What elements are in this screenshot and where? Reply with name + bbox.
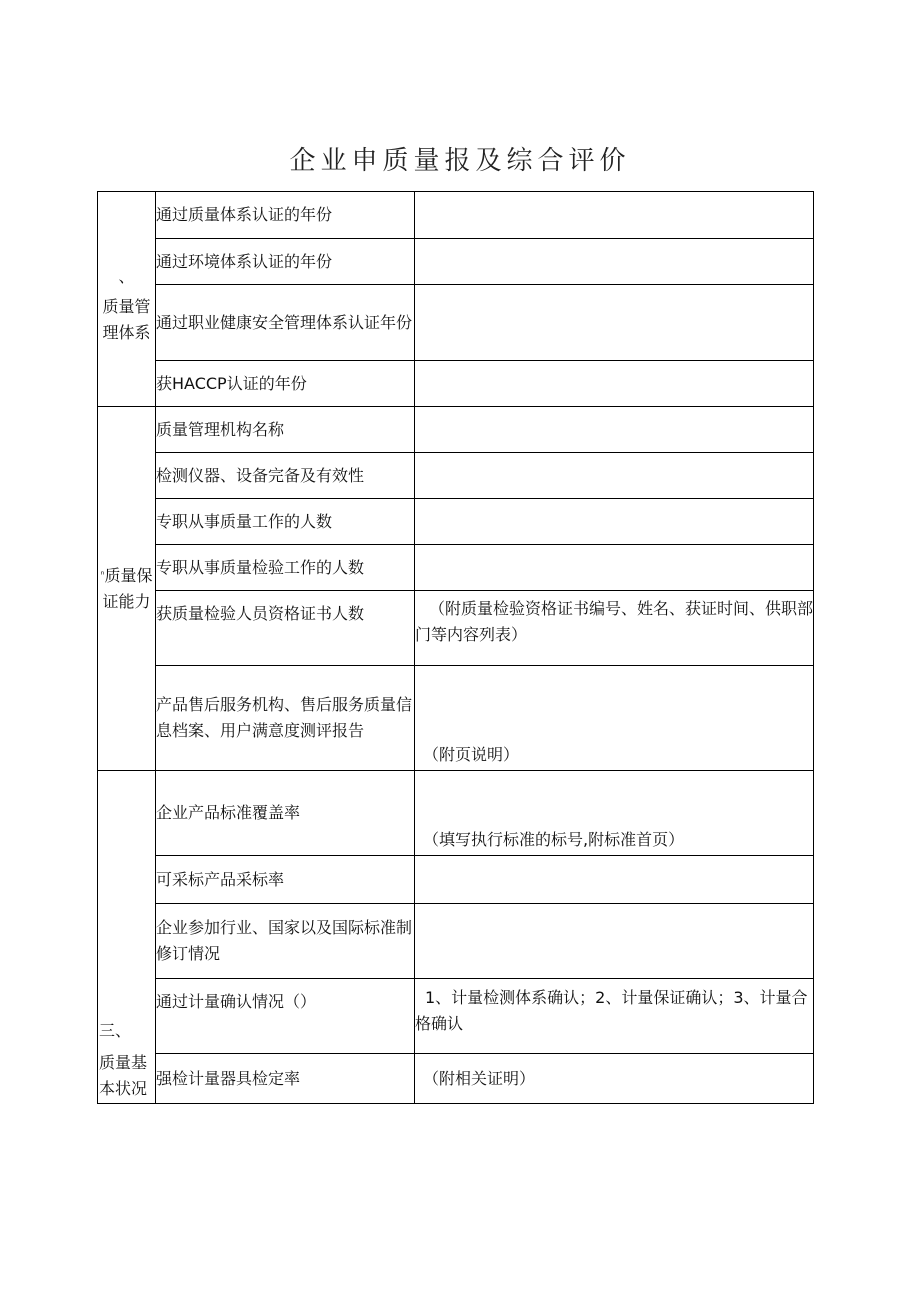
table-row xyxy=(98,979,814,1054)
table-row xyxy=(98,591,814,666)
table-row xyxy=(98,192,814,239)
table-row xyxy=(98,856,814,904)
item-label: 通过计量确认情况（） xyxy=(156,979,415,1054)
item-label: 通过环境体系认证的年份 xyxy=(156,239,415,285)
value-field[interactable] xyxy=(415,239,814,285)
value-field[interactable]: （附质量检验资格证书编号、姓名、获证时间、供职部门等内容列表） xyxy=(415,591,814,666)
section-3-cell xyxy=(98,771,156,1104)
table-row xyxy=(98,453,814,499)
section-2-mark: ⁿ xyxy=(100,569,105,581)
section-1-label: 质量管理体系 xyxy=(102,297,151,342)
value-field[interactable]: （填写执行标准的标号,附标准首页） xyxy=(415,771,814,856)
item-label: 专职从事质量工作的人数 xyxy=(156,499,415,545)
form-title: 企业申质量报及综合评价 xyxy=(289,146,631,176)
item-label: 企业参加行业、国家以及国际标准制修订情况 xyxy=(156,904,415,979)
section-2-label-text: 质量保证能力 xyxy=(102,565,153,611)
item-label: 检测仪器、设备完备及有效性 xyxy=(156,453,415,499)
item-label: 产品售后服务机构、售后服务质量信息档案、用户满意度测评报告 xyxy=(156,666,415,771)
value-field[interactable]: （附相关证明） xyxy=(415,1054,814,1104)
item-label: 可采标产品采标率 xyxy=(156,856,415,904)
section-2-label xyxy=(98,563,155,615)
table-row xyxy=(98,545,814,591)
value-field[interactable] xyxy=(415,361,814,407)
table-row xyxy=(98,285,814,361)
item-label: 企业产品标准覆盖率 xyxy=(156,771,415,856)
evaluation-table xyxy=(97,191,814,1104)
section-2-cell xyxy=(98,407,156,771)
section-3-mark: 三、 xyxy=(99,1021,132,1040)
value-field[interactable] xyxy=(415,453,814,499)
value-field[interactable]: 1、计量检测体系确认；2、计量保证确认；3、计量合格确认 xyxy=(415,979,814,1054)
item-label: 专职从事质量检验工作的人数 xyxy=(156,545,415,591)
value-field[interactable] xyxy=(415,407,814,453)
value-field[interactable] xyxy=(415,856,814,904)
value-field[interactable]: （附页说明） xyxy=(415,666,814,771)
table-row xyxy=(98,361,814,407)
table-row xyxy=(98,407,814,453)
item-label: 质量管理机构名称 xyxy=(156,407,415,453)
table-row xyxy=(98,1054,814,1104)
item-label: 通过职业健康安全管理体系认证年份 xyxy=(156,285,415,361)
item-label: 获质量检验人员资格证书人数 xyxy=(156,591,415,666)
item-label: 强检计量器具检定率 xyxy=(156,1054,415,1104)
table-row xyxy=(98,904,814,979)
value-field[interactable] xyxy=(415,545,814,591)
section-1-mark: 、 xyxy=(118,267,135,286)
item-label: 获HACCP认证的年份 xyxy=(156,361,415,407)
item-label: 通过质量体系认证的年份 xyxy=(156,192,415,239)
table-row xyxy=(98,771,814,856)
value-field[interactable] xyxy=(415,499,814,545)
value-field[interactable] xyxy=(415,285,814,361)
value-field[interactable] xyxy=(415,192,814,239)
section-1-cell xyxy=(98,192,156,407)
table-row xyxy=(98,239,814,285)
section-3-label: 质量基本状况 xyxy=(99,1053,148,1098)
table-row xyxy=(98,666,814,771)
value-field[interactable] xyxy=(415,904,814,979)
table-row xyxy=(98,499,814,545)
